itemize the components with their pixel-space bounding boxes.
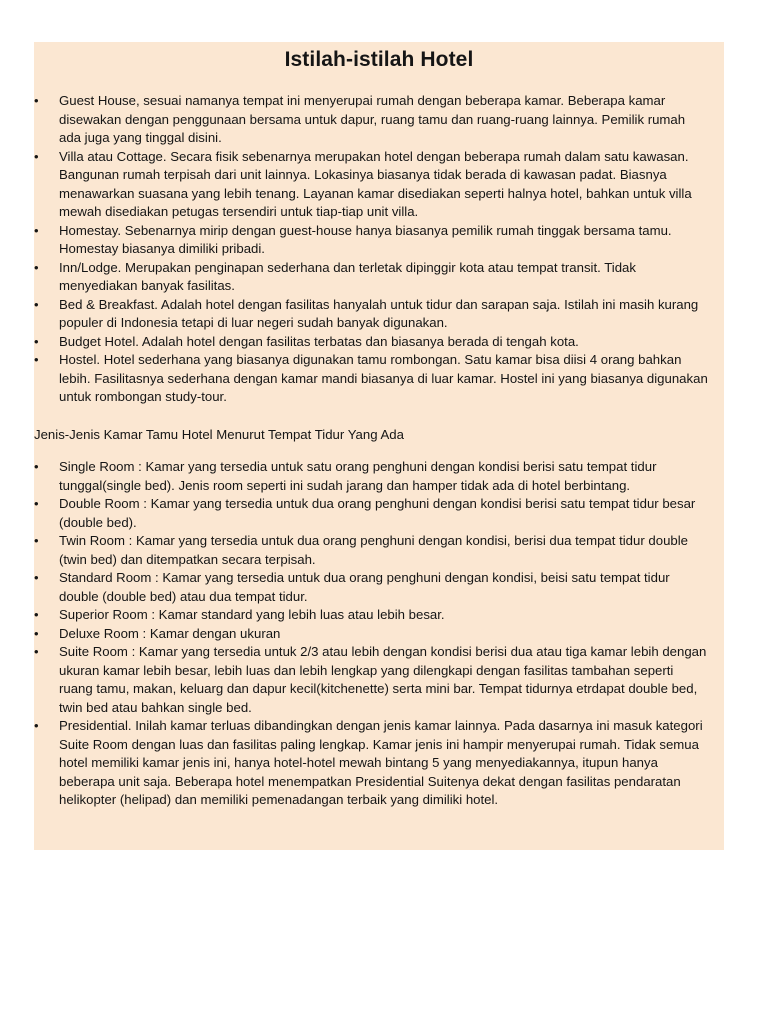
list-item: • Bed & Breakfast. Adalah hotel dengan fasilitas hanyalah untuk tidur dan sarapan saja. Istilah ini masih kurang populer di Indonesia tetapi di luar negeri sudah banyak digunakan.: [34, 296, 724, 333]
list-item: • Superior Room : Kamar standard yang lebih luas atau lebih besar.: [34, 606, 724, 625]
list-item: • Guest House, sesuai namanya tempat ini menyerupai rumah dengan beberapa kamar. Beberapa kamar disewakan dengan penggunaan bersama untuk dapur, ruang tamu dan ruang-ruang lainnya. Pemilik rumah ada juga yang tinggal disini.: [34, 92, 724, 148]
list-item: • Villa atau Cottage. Secara fisik sebenarnya merupakan hotel dengan beberapa rumah dalam satu kawasan. Bangunan rumah terpisah dari unit lainnya. Lokasinya biasanya tidak berada di kawasan padat. Biasnya menawarkan suasana yang lebih tenang. Layanan kamar disediakan seperti halnya hotel, bahkan untuk villa mewah disediakan petugas tersendiri untuk tiap-tiap unit villa.: [34, 148, 724, 222]
hotel-types-list: [34, 92, 724, 407]
document-page: [34, 42, 724, 850]
list-item: • Hostel. Hotel sederhana yang biasanya digunakan tamu rombongan. Satu kamar bisa diisi 4 orang bahkan lebih. Fasilitasnya sederhana dengan kamar mandi biasanya di luar kamar. Hostel ini yang biasanya digunakan untuk rombongan study-tour.: [34, 351, 724, 407]
list-item: • Single Room : Kamar yang tersedia untuk satu orang penghuni dengan kondisi berisi satu tempat tidur tunggal(single bed). Jenis room seperti ini sudah jarang dan hamper tidak ada di hotel berbintang.: [34, 458, 724, 495]
list-item: • Homestay. Sebenarnya mirip dengan guest-house hanya biasanya pemilik rumah tinggak bersama tamu. Homestay biasanya dimiliki pribadi.: [34, 222, 724, 259]
list-item: • Presidential. Inilah kamar terluas dibandingkan dengan jenis kamar lainnya. Pada dasarnya ini masuk kategori Suite Room dengan luas dan fasilitas paling lengkap. Kamar jenis ini hampir menyerupai rumah. Tidak semua hotel memiliki kamar jenis ini, hanya hotel-hotel mewah bintang 5 yang menyediakannya, itupun hanya beberapa unit saja. Beberapa hotel menempatkan Presidential Suitenya dekat dengan fasilitas pendaratan helikopter (helipad) dan memiliki pemenadangan terbaik yang dimiliki hotel.: [34, 717, 724, 810]
list-item: • Double Room : Kamar yang tersedia untuk dua orang penghuni dengan kondisi berisi satu tempat tidur besar (double bed).: [34, 495, 724, 532]
page-title: Istilah-istilah Hotel: [284, 48, 474, 71]
list-item: • Suite Room : Kamar yang tersedia untuk 2/3 atau lebih dengan kondisi berisi dua atau tiga kamar lebih dengan ukuran kamar lebih besar, lebih luas dan lebih lengkap yang dilengkapi dengan fasilitas tambahan seperti ruang tamu, makan, keluarg dan dapur kecil(kitchenette) serta mini bar. Tempat tidurnya etrdapat double bed, twin bed atau bahkan single bed.: [34, 643, 724, 717]
section-subheading: Jenis-Jenis Kamar Tamu Hotel Menurut Tempat Tidur Yang Ada: [34, 427, 404, 442]
list-item: • Budget Hotel. Adalah hotel dengan fasilitas terbatas dan biasanya berada di tengah kota.: [34, 333, 724, 352]
list-item: • Inn/Lodge. Merupakan penginapan sederhana dan terletak dipinggir kota atau tempat transit. Tidak menyediakan banyak fasilitas.: [34, 259, 724, 296]
list-item: • Standard Room : Kamar yang tersedia untuk dua orang penghuni dengan kondisi, beisi satu tempat tidur double (double bed) atau dua tempat tidur.: [34, 569, 724, 606]
list-item: • Twin Room : Kamar yang tersedia untuk dua orang penghuni dengan kondisi, berisi dua tempat tidur double (twin bed) dan ditempatkan secara terpisah.: [34, 532, 724, 569]
list-item: • Deluxe Room : Kamar dengan ukuran: [34, 625, 724, 644]
room-types-list: [34, 458, 724, 810]
